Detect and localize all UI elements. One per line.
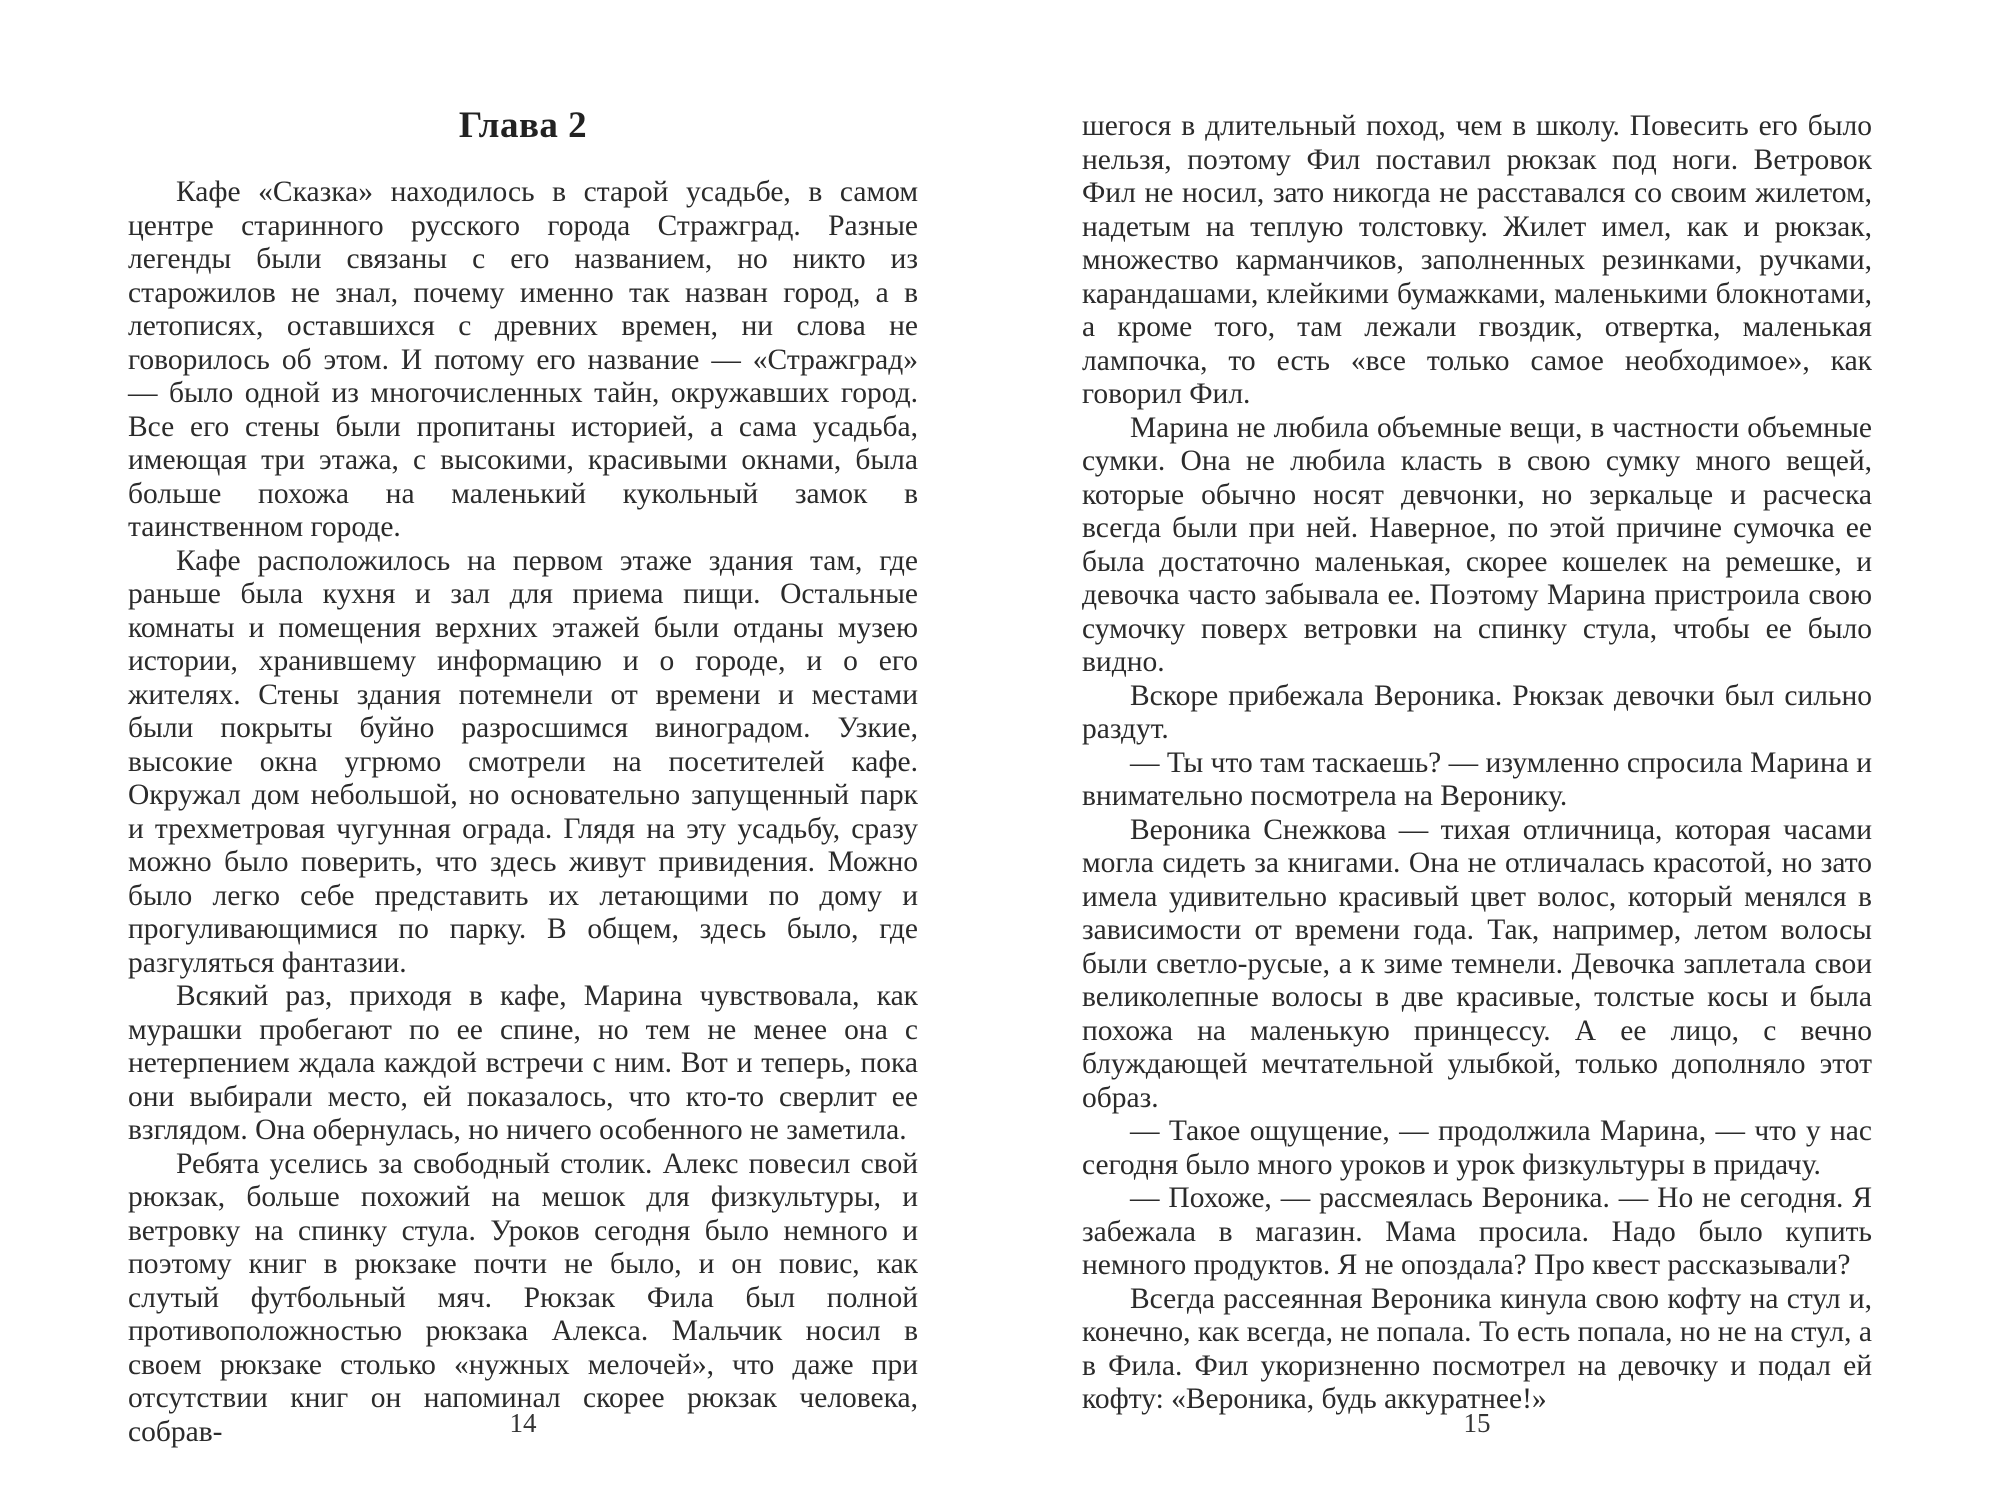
page-number: 15 <box>1463 1408 1491 1438</box>
paragraph: Всегда рассеянная Вероника кинула свою кофту на стул и, конечно, как всегда, не попала. То есть попала, но не на стул, а в Фила. Фил укоризненно посмотрел на девочку и подал ей кофту: «Вероника, будь аккуратнее!» <box>1082 1282 1872 1415</box>
paragraph: Ребята уселись за свободный столик. Алекс повесил свой рюкзак, больше похожий на мешок для физкультуры, и ветровку на спинку стула. Уроков сегодня было немного и поэтому книг в рюкзаке почти не было, и он повис, как слутый футбольный мяч. Рюкзак Фила был полной противоположностью рюкзака Алекса. Мальчик носил в своем рюкзаке столько «нужных мелочей», что даже при отсутствии книг он напоминал скорее рюкзак человека, собрав- <box>128 1147 918 1448</box>
paragraph: — Такое ощущение, — продолжила Марина, — что у нас сегодня было много уроков и урок физкультуры в придачу. <box>1082 1115 1872 1181</box>
left-page <box>128 0 918 1495</box>
right-page <box>1082 0 1872 1495</box>
paragraph: шегося в длительный поход, чем в школу. Повесить его было нельзя, поэтому Фил поставил рюкзак под ноги. Ветровок Фил не носил, зато никогда не расставался со своим жилетом, надетым на теплую толстовку. Жилет имел, как и рюкзак, множество карманчиков, заполненных резинками, ручками, карандашами, клейкими бумажками, маленькими блокнотами, а кроме того, там лежали гвоздик, отвертка, маленькая лампочка, то есть «все только самое необходимое», как говорил Фил. <box>1082 110 1872 410</box>
paragraph: — Похоже, — рассмеялась Вероника. — Но не сегодня. Я забежала в магазин. Мама просила. Надо было купить немного продуктов. Я не опоздала? Про квест рассказывали? <box>1082 1182 1872 1281</box>
paragraph: — Ты что там таскаешь? — изумленно спросила Марина и внимательно посмотрела на Веронику. <box>1082 746 1872 812</box>
paragraph: Марина не любила объемные вещи, в частности объемные сумки. Она не любила класть в свою сумку много вещей, которые обычно носят девчонки, но зеркальце и расческа всегда были при ней. Наверное, по этой причине сумочка ее была достаточно маленькая, скорее кошелек на ремешке, и девочка часто забывала ее. Поэтому Марина пристроила свою сумочку поверх ветровки на спинку стула, чтобы ее было видно. <box>1082 411 1872 678</box>
paragraph: Вероника Снежкова — тихая отличница, которая часами могла сидеть за книгами. Она не отличалась красотой, но зато имела удивительно красивый цвет волос, который менялся в зависимости от времени года. Так, например, летом волосы были светло-русые, а к зиме темнели. Девочка заплетала свои великолепные волосы в две красивые, толстые косы и была похожа на маленькую принцессу. А ее лицо, с вечно блуждающей мечтательной улыбкой, только дополняло этот образ. <box>1082 813 1872 1114</box>
chapter-title: Глава 2 <box>458 105 588 146</box>
page-number: 14 <box>509 1408 537 1438</box>
left-page-text <box>128 176 918 1449</box>
paragraph: Всякий раз, приходя в кафе, Марина чувствовала, как мурашки пробегают по ее спине, но тем не менее она с нетерпением ждала каждой встречи с ним. Вот и теперь, пока они выбирали место, ей показалось, что кто-то сверлит ее взглядом. Она обернулась, но ничего особенного не заметила. <box>128 980 918 1146</box>
paragraph: Кафе «Сказка» находилось в старой усадьбе, в самом центре старинного русского города Стражград. Разные легенды были связаны с его названием, но никто из старожилов не знал, почему именно так назван город, а в летописях, оставшихся с древних времен, ни слова не говорилось об этом. И потому его название — «Стражград» — было одной из многочисленных тайн, окружавших город. Все его стены были пропитаны историей, а сама усадьба, имеющая три этажа, с высокими, красивыми окнами, была больше похожа на маленький кукольный замок в таинственном городе. <box>128 176 918 543</box>
right-page-text <box>1082 110 1872 1417</box>
paragraph: Вскоре прибежала Вероника. Рюкзак девочки был сильно раздут. <box>1082 679 1872 745</box>
paragraph: Кафе расположилось на первом этаже здания там, где раньше была кухня и зал для приема пищи. Остальные комнаты и помещения верхних этажей были отданы музею истории, хранившему информацию и о городе, и о его жителях. Стены здания потемнели от времени и местами были покрыты буйно разросшимся виноградом. Узкие, высокие окна угрюмо смотрели на посетителей кафе. Окружал дом небольшой, но основательно запущенный парк и трехметровая чугунная ограда. Глядя на эту усадьбу, сразу можно было поверить, что здесь живут привидения. Можно было легко себе представить их летающими по дому и прогуливающимися по парку. В общем, здесь было, где разгуляться фантазии. <box>128 544 918 979</box>
